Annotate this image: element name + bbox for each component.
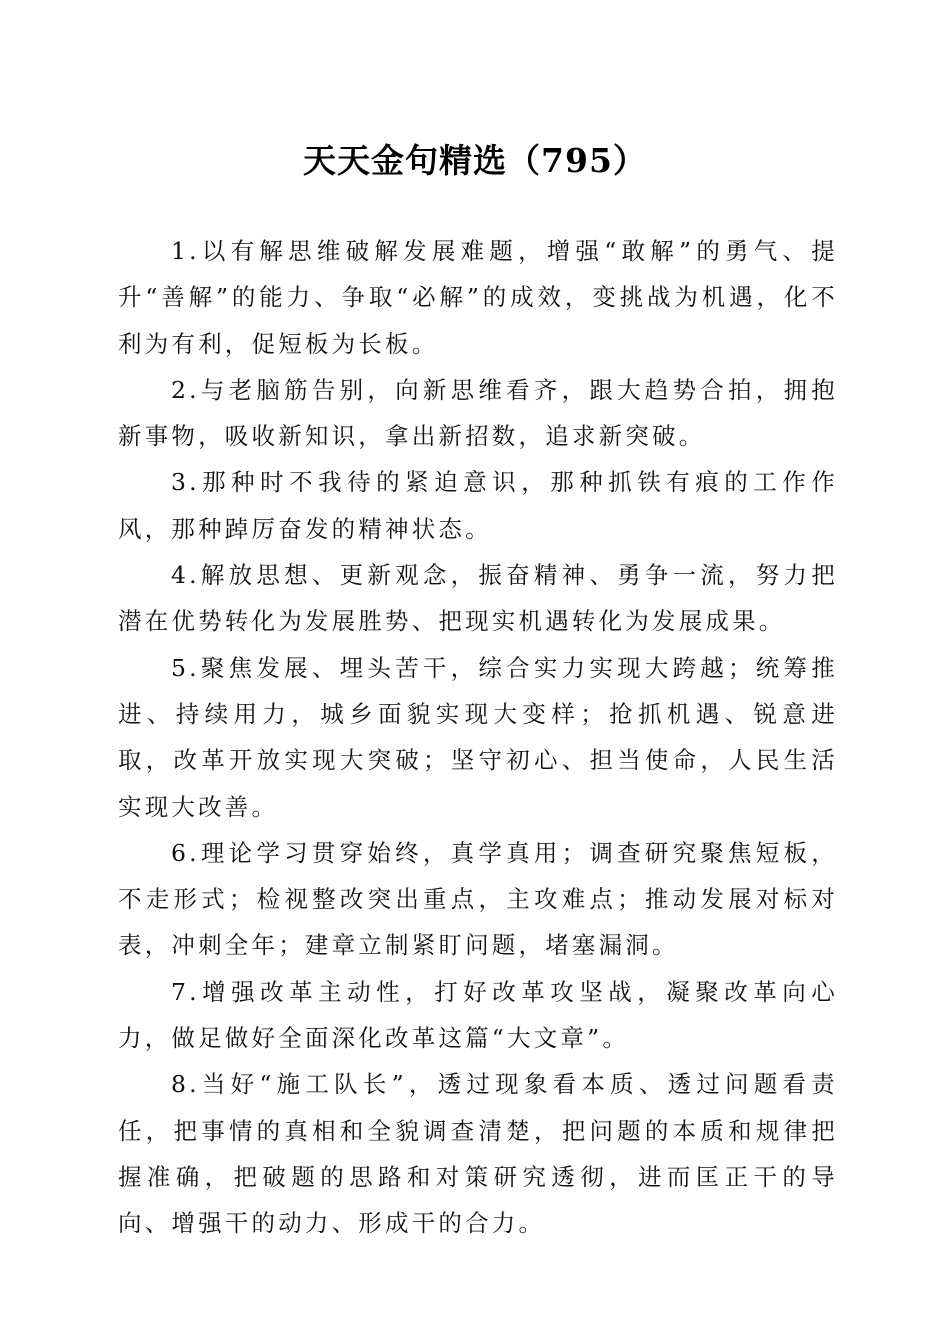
- paragraph-3: 3.那种时不我待的紧迫意识，那种抓铁有痕的工作作风，那种踔厉奋发的精神状态。: [118, 468, 838, 543]
- paragraph-4: 4.解放思想、更新观念，振奋精神、勇争一流，努力把潜在优势转化为发展胜势、把现实机遇转化为发展成果。: [118, 561, 838, 636]
- paragraph-1: 1.以有解思维破解发展难题，增强“敢解”的勇气、提升“善解”的能力、争取“必解”的成效，变挑战为机遇，化不利为有利，促短板为长板。: [118, 237, 838, 358]
- document-body: [118, 228, 838, 1247]
- paragraph-6: 6.理论学习贯穿始终，真学真用；调查研究聚焦短板，不走形式；检视整改突出重点，主攻难点；推动发展对标对表，冲刺全年；建章立制紧盯问题，堵塞漏洞。: [118, 838, 838, 960]
- paragraph-8: 8.当好“施工队长”，透过现象看本质、透过问题看责任，把事情的真相和全貌调查清楚，把问题的本质和规律把握准确，把破题的思路和对策研究透彻，进而匡正干的导向、增强干的动力、形成干的合力。: [118, 1070, 838, 1238]
- paragraph-2: 2.与老脑筋告别，向新思维看齐，跟大趋势合拍，拥抱新事物，吸收新知识，拿出新招数，追求新突破。: [118, 375, 838, 451]
- page-title: 天天金句精选（795）: [303, 141, 647, 180]
- paragraph-5: 5.聚焦发展、埋头苦干，综合实力实现大跨越；统筹推进、持续用力，城乡面貌实现大变样；抢抓机遇、锐意进取，改革开放实现大突破；坚守初心、担当使命，人民生活实现大改善。: [118, 653, 838, 821]
- paragraph-7: 7.增强改革主动性，打好改革攻坚战，凝聚改革向心力，做足做好全面深化改革这篇“大文章”。: [118, 977, 838, 1053]
